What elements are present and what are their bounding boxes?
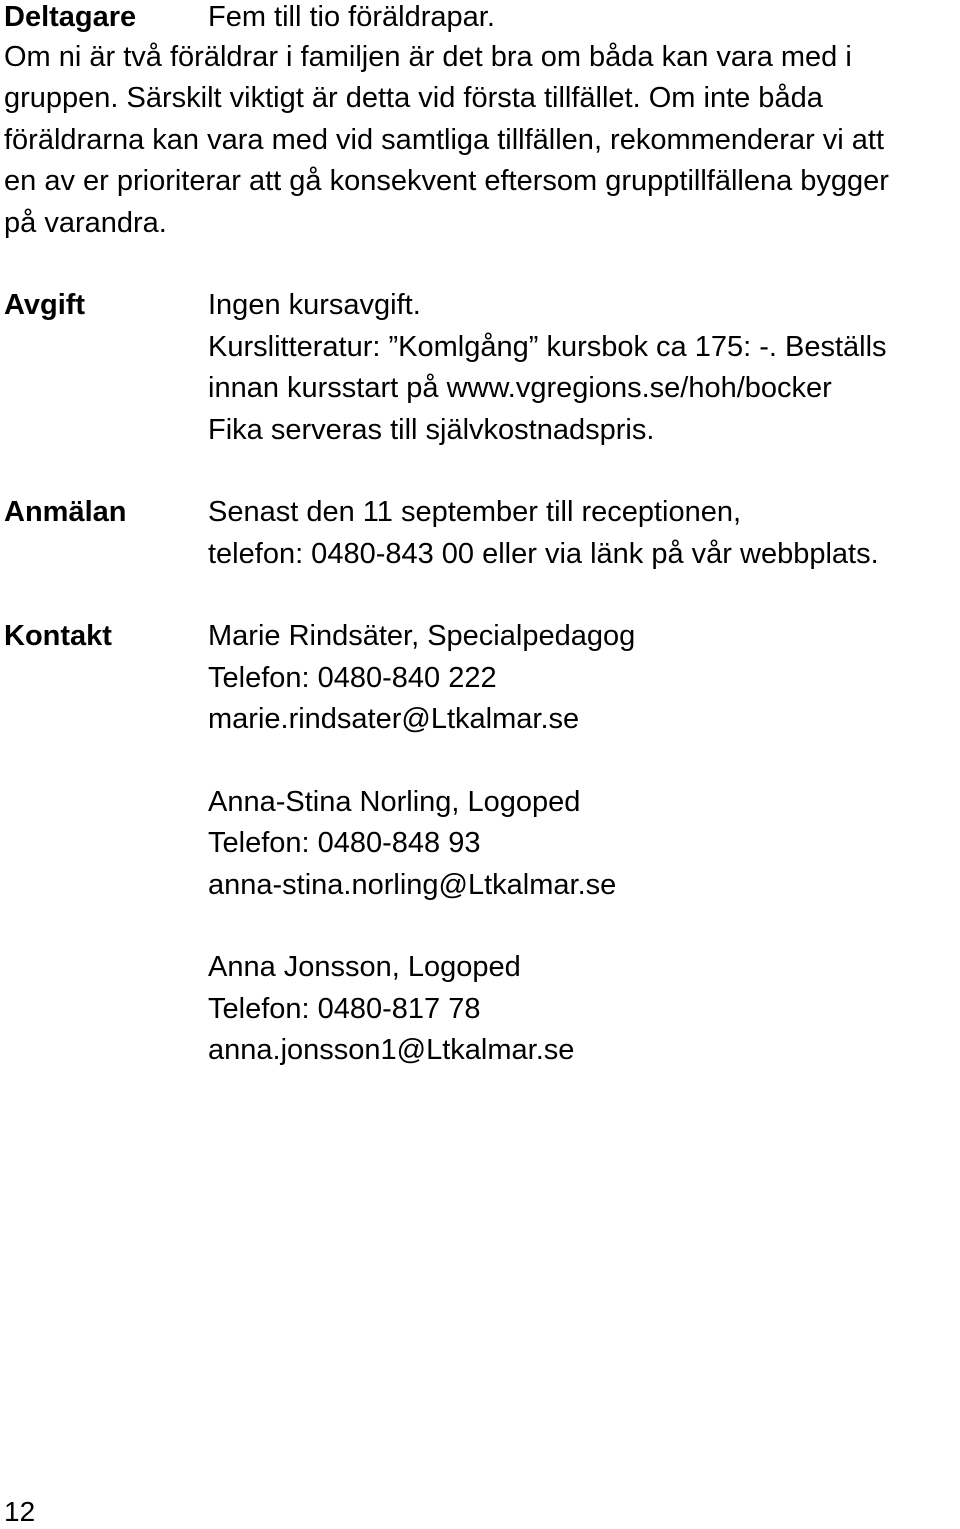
deltagare-label: Deltagare xyxy=(4,1,137,33)
deltagare-line: föräldrarna kan vara med vid samtliga tillfällen, rekommenderar vi att xyxy=(4,124,885,156)
avgift-line: Kurslitteratur: ”Komlgång” kursbok ca 175: -. Beställs xyxy=(208,331,887,363)
contact-phone: Telefon: 0480-848 93 xyxy=(208,827,481,859)
deltagare-line: Om ni är två föräldrar i familjen är det bra om båda kan vara med i xyxy=(4,41,852,73)
contact-phone: Telefon: 0480-840 222 xyxy=(208,662,497,694)
deltagare-line: på varandra. xyxy=(4,207,167,239)
anmalan-label: Anmälan xyxy=(4,496,127,528)
anmalan-line: Senast den 11 september till receptionen, xyxy=(208,496,742,528)
contact-name: Anna Jonsson, Logoped xyxy=(208,951,521,983)
avgift-label: Avgift xyxy=(4,289,86,321)
contact-email: marie.rindsater@Ltkalmar.se xyxy=(208,703,580,735)
anmalan-line: telefon: 0480-843 00 eller via länk på vår webbplats. xyxy=(208,538,879,570)
contact-email: anna-stina.norling@Ltkalmar.se xyxy=(208,869,617,901)
contact-name: Marie Rindsäter, Specialpedagog xyxy=(208,620,636,652)
contact-phone: Telefon: 0480-817 78 xyxy=(208,993,481,1025)
deltagare-first-line: Fem till tio föräldrapar. xyxy=(208,1,495,33)
kontakt-label: Kontakt xyxy=(4,620,112,652)
avgift-line: innan kursstart på www.vgregions.se/hoh/bocker xyxy=(208,372,832,404)
deltagare-line: gruppen. Särskilt viktigt är detta vid första tillfället. Om inte båda xyxy=(4,82,823,114)
avgift-line: Fika serveras till självkostnadspris. xyxy=(208,414,655,446)
contact-name: Anna-Stina Norling, Logoped xyxy=(208,786,581,818)
avgift-line: Ingen kursavgift. xyxy=(208,289,421,321)
contact-email: anna.jonsson1@Ltkalmar.se xyxy=(208,1034,575,1066)
deltagare-line: en av er prioriterar att gå konsekvent eftersom grupptillfällena bygger xyxy=(4,165,889,197)
page-number: 12 xyxy=(4,1496,36,1527)
